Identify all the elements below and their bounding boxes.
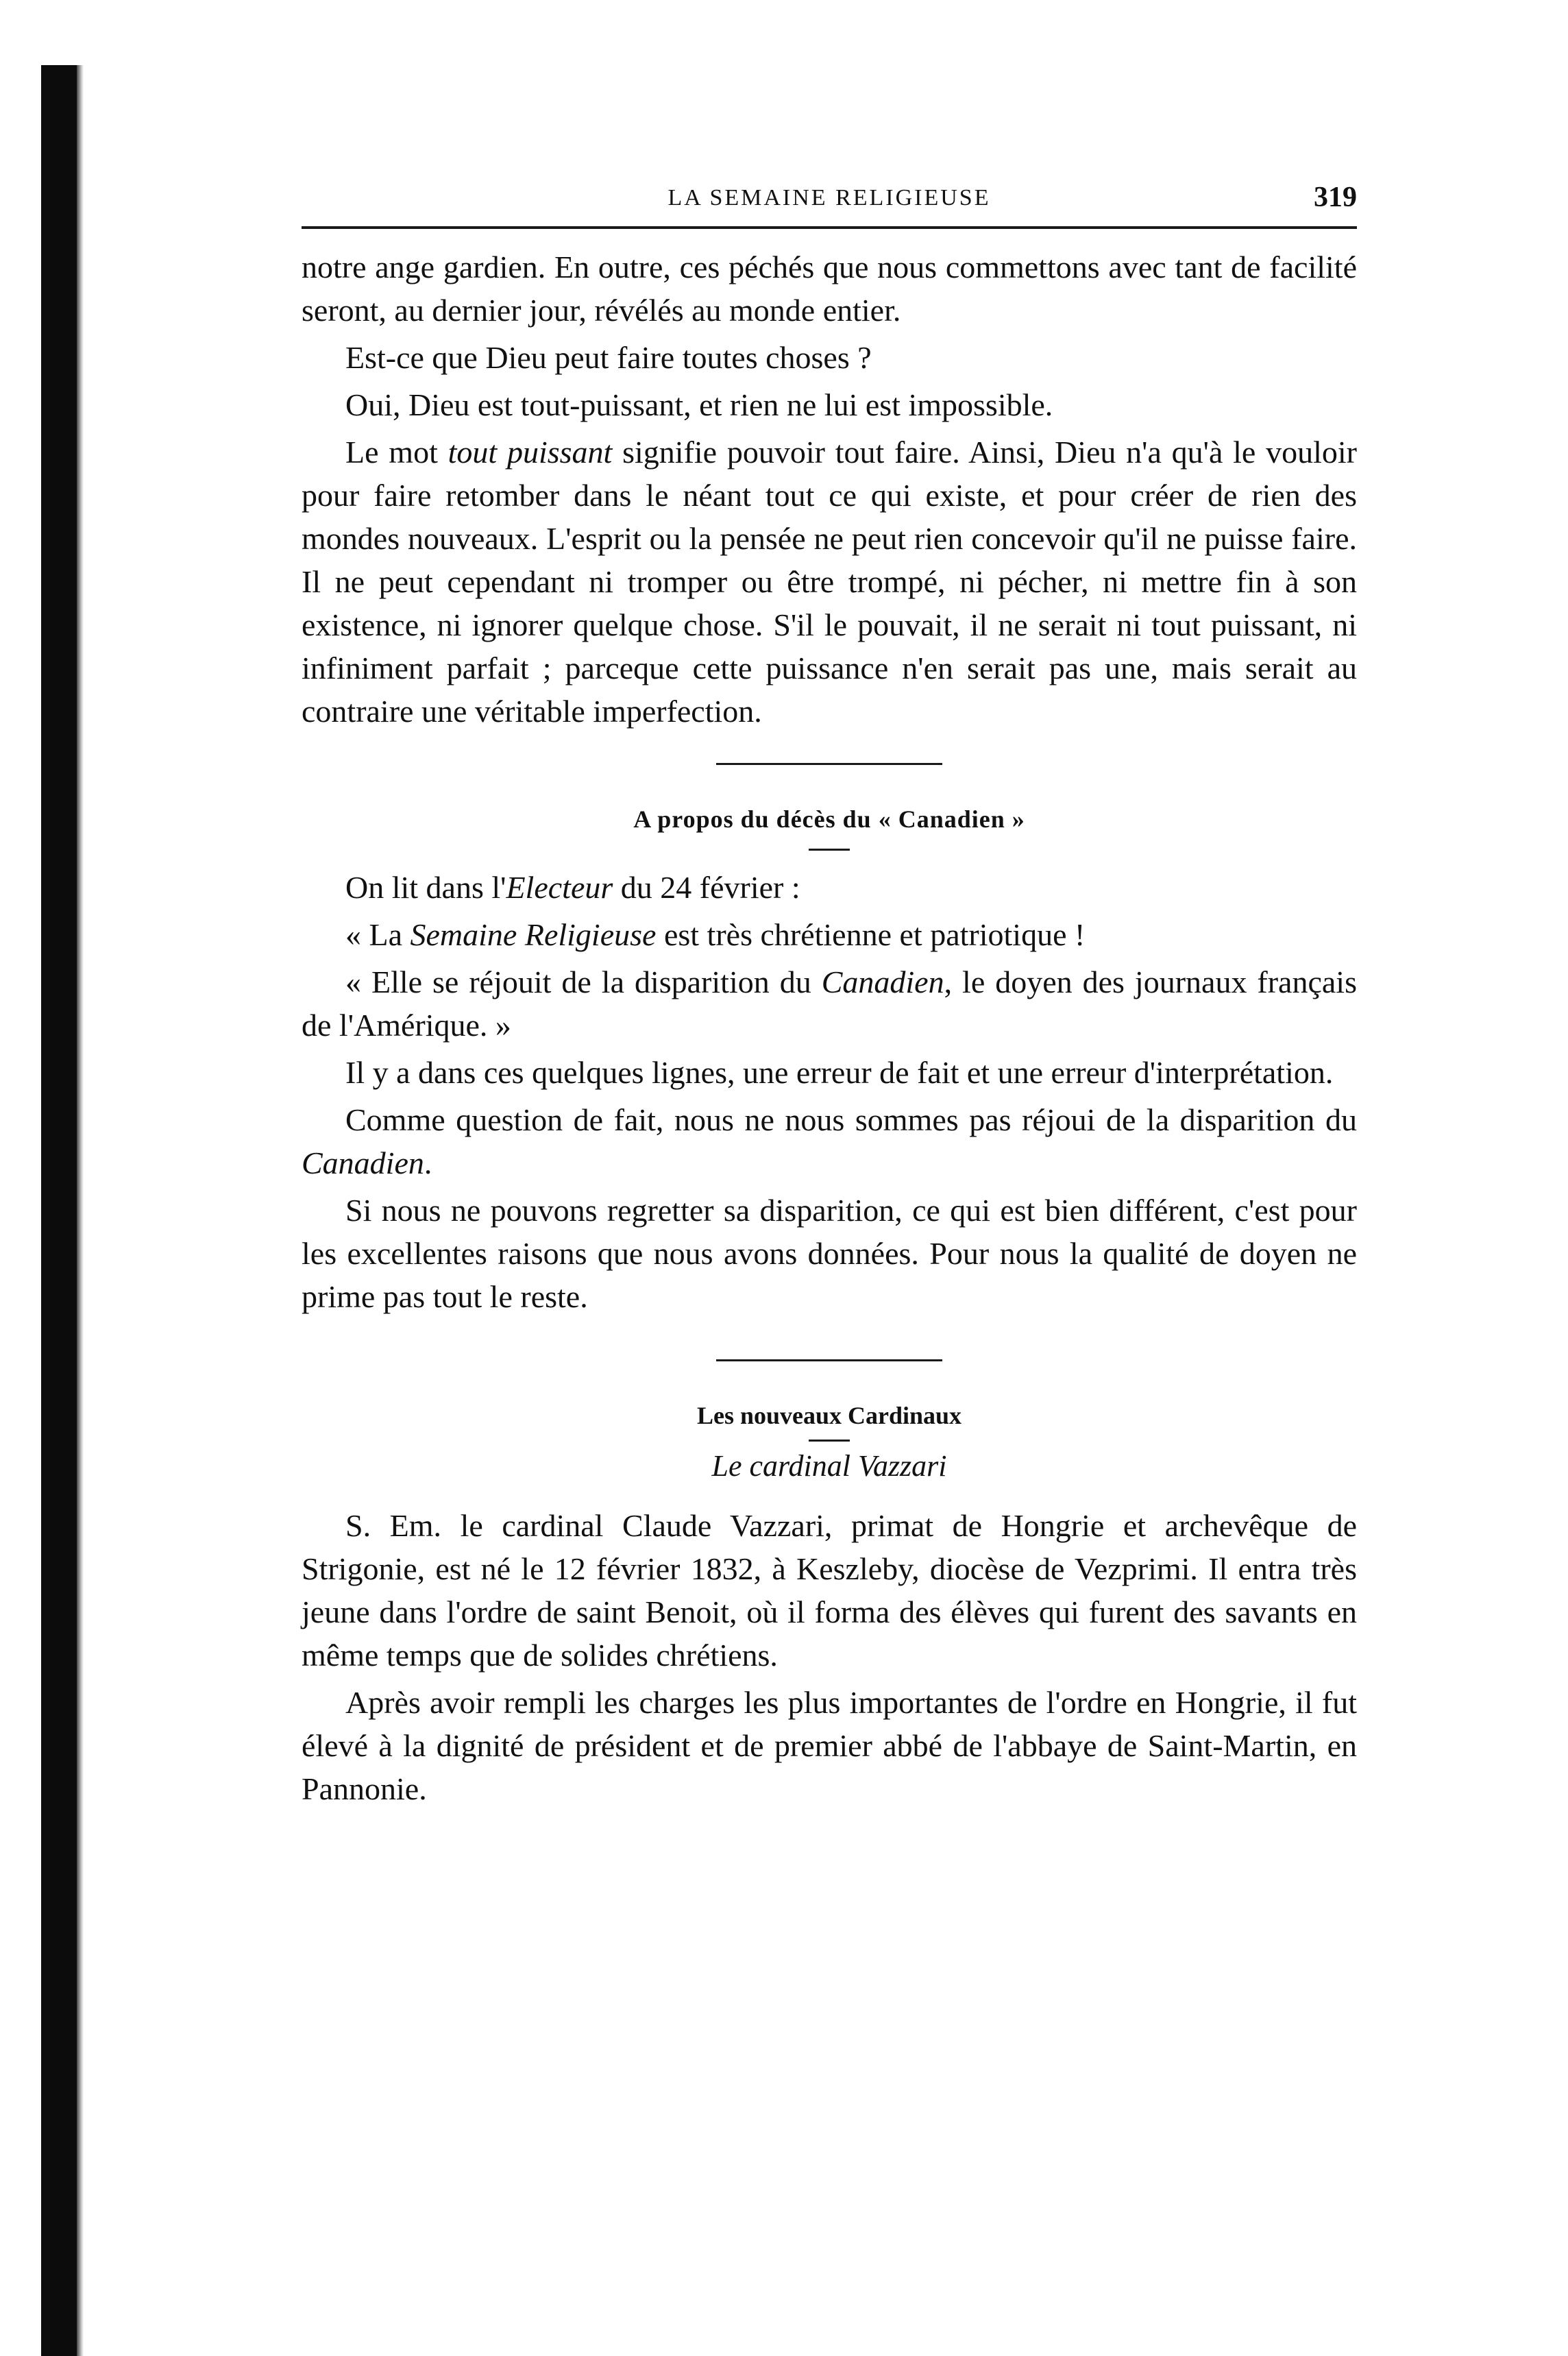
section-separator: [716, 1359, 942, 1361]
text-run: .: [424, 1145, 432, 1180]
text-run: Le mot: [345, 435, 448, 470]
italic-title: Semaine Religieuse: [410, 917, 657, 952]
running-header: [302, 171, 1357, 229]
text-run: signifie pouvoir tout faire. Ainsi, Dieu n'a qu'à le vouloir pour faire retomber dans le néant tout ce qui existe, et pour créer de rien des mondes nouveaux. L'esprit ou la pensée ne peut rien concevoir qu'il ne puisse faire. Il ne peut cependant ni tromper ou être trompé, ni pécher, ni mettre fin à son existence, ni ignorer quelque chose. S'il le pouvait, il ne serait ni tout puissant, ni infiniment parfait ; parceque cette puissance n'en serait pas une, mais serait au contraire une véritable imperfection.: [302, 435, 1357, 729]
section-separator: [716, 763, 942, 765]
quote-paragraph: [302, 913, 1357, 956]
paragraph: S. Em. le cardinal Claude Vazzari, primat de Hongrie et archevêque de Strigonie, est né le 12 février 1832, à Keszleby, diocèse de Vezprimi. Il entra très jeune dans l'ordre de saint Benoit, où il forma des élèves qui furent des savants en même temps que de solides chrétiens.: [302, 1508, 1357, 1673]
text-run: « La: [345, 917, 411, 952]
book-spine-shadow: [41, 65, 77, 2356]
paragraph: [302, 430, 1357, 733]
text-run: « Elle se réjouit de la disparition du: [345, 964, 822, 999]
paragraph: [302, 866, 1357, 909]
paragraph: Il y a dans ces quelques lignes, une erreur de fait et une erreur d'interprétation.: [345, 1055, 1334, 1090]
page: [302, 171, 1357, 1810]
page-gutter: [77, 65, 84, 2356]
text-run: du 24 février :: [613, 870, 800, 905]
question-paragraph: Est-ce que Dieu peut faire toutes choses ?: [345, 340, 872, 375]
paragraph: Après avoir rempli les charges les plus importantes de l'ordre en Hongrie, il fut élevé à la dignité de président et de premier abbé de l'abbaye de Saint-Martin, en Pannonie.: [302, 1685, 1357, 1806]
article-subheading: Le cardinal Vazzari: [711, 1449, 947, 1483]
paragraph: notre ange gardien. En outre, ces péchés que nous commettons avec tant de facilité seront, au dernier jour, révélés au monde entier.: [302, 250, 1357, 328]
italic-title: Electeur: [506, 870, 613, 905]
article-heading: Les nouveaux Cardinaux: [696, 1402, 962, 1429]
italic-title: Canadien: [821, 964, 944, 999]
article-body: [302, 866, 1357, 1318]
article-heading: A propos du décès du « Canadien »: [633, 805, 1025, 833]
running-title: LA SEMAINE RELIGIEUSE: [667, 185, 991, 210]
answer-paragraph: Oui, Dieu est tout-puissant, et rien ne lui est impossible.: [345, 387, 1053, 422]
heading-rule: [809, 849, 850, 851]
paragraph: Si nous ne pouvons regretter sa disparition, ce qui est bien différent, c'est pour les excellentes raisons que nous avons données. Pour nous la qualité de doyen ne prime pas tout le reste.: [302, 1193, 1357, 1314]
page-number: 319: [1314, 182, 1357, 213]
article-body: [302, 1504, 1357, 1810]
text-run: On lit dans l': [345, 870, 506, 905]
quote-paragraph: [302, 960, 1357, 1047]
text-run: , le doyen des journaux français de l'Amérique. »: [302, 964, 1357, 1043]
catechism-section: [302, 245, 1357, 733]
italic-term: tout puissant: [448, 435, 613, 470]
text-run: Comme question de fait, nous ne nous sommes pas réjoui de la disparition du: [345, 1102, 1357, 1137]
heading-rule: [809, 1440, 850, 1442]
paragraph: [302, 1098, 1357, 1185]
italic-title: Canadien: [302, 1145, 424, 1180]
text-run: est très chrétienne et patriotique !: [656, 917, 1086, 952]
